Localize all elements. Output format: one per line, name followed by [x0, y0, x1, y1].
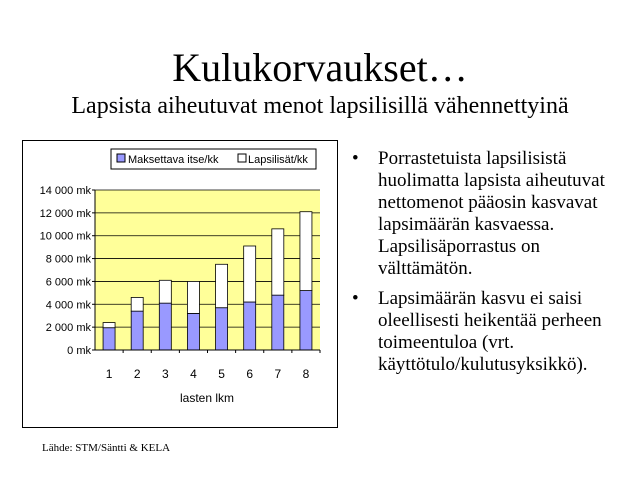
bullet-symbol: • [352, 288, 359, 309]
y-tick-label: 2 000 mk [45, 322, 91, 335]
bullet-text: Porrastetuista lapsilisistä huolimatta lapsista aiheutuvat nettomenot pääosin kasvavat lapsimäärän kasvaessa. Lapsilisäporrastus on välttämätön. [378, 148, 605, 279]
slide-title: Kulukorvaukset… [172, 45, 468, 90]
x-axis-title: lasten lkm [179, 391, 235, 405]
source-note: Lähde: STM/Säntti & KELA [42, 442, 171, 454]
bar-maksettava [300, 291, 312, 350]
x-tick-label: 7 [274, 367, 282, 381]
bar-lapsilisat [272, 229, 284, 295]
bar-lapsilisat [216, 264, 228, 307]
legend-swatch-lapsilisat [238, 154, 246, 162]
plot-area [95, 190, 320, 350]
y-tick-label: 14 000 mk [39, 185, 91, 197]
x-tick-label: 8 [302, 367, 310, 381]
bar-maksettava [244, 302, 256, 350]
legend-label-lapsilisat: Lapsilisät/kk [248, 154, 308, 166]
bullet-item [352, 148, 632, 280]
bar-maksettava [216, 308, 228, 350]
x-tick-label: 4 [190, 367, 197, 381]
y-tick-labels [40, 185, 92, 357]
stacked-bar-chart [23, 141, 339, 429]
x-tick-label: 1 [105, 367, 113, 381]
bar-lapsilisat [187, 281, 199, 313]
bar-maksettava [103, 328, 115, 350]
x-tick-label: 3 [161, 367, 169, 381]
bullet-list [352, 148, 632, 384]
chart-container [22, 140, 338, 428]
slide-subtitle: Lapsista aiheutuvat menot lapsilisillä vähennettyinä [71, 93, 569, 119]
bar-maksettava [187, 313, 199, 350]
x-tick-label: 5 [218, 367, 225, 381]
bar-maksettava [159, 303, 171, 350]
x-tick-label: 2 [133, 367, 141, 381]
bar-maksettava [272, 295, 284, 350]
x-tick-label: 6 [246, 367, 254, 381]
legend-swatch-maksettava [117, 154, 125, 162]
bar-lapsilisat [244, 246, 256, 302]
bar-lapsilisat [300, 212, 312, 291]
y-tick-label: 0 mk [67, 345, 91, 357]
bullet-text: Lapsimäärän kasvu ei saisi oleellisesti heikentää perheen toimeentuloa (vrt. käyttötulo/kulutusyksikkö). [378, 288, 602, 375]
bullet-symbol: • [352, 148, 359, 169]
x-tick-labels [106, 350, 320, 381]
y-tick-label: 10 000 mk [39, 230, 91, 243]
bar-lapsilisat [159, 280, 171, 303]
y-tick-label: 8 000 mk [45, 253, 91, 266]
y-tick-label: 6 000 mk [45, 276, 91, 289]
bar-lapsilisat [103, 323, 115, 328]
legend [111, 149, 316, 169]
legend-label-maksettava: Maksettava itse/kk [128, 154, 219, 166]
bullet-item [352, 288, 632, 376]
y-tick-label: 12 000 mk [39, 207, 91, 220]
bar-lapsilisat [131, 297, 143, 311]
bar-maksettava [131, 311, 143, 350]
y-tick-label: 4 000 mk [45, 299, 91, 312]
